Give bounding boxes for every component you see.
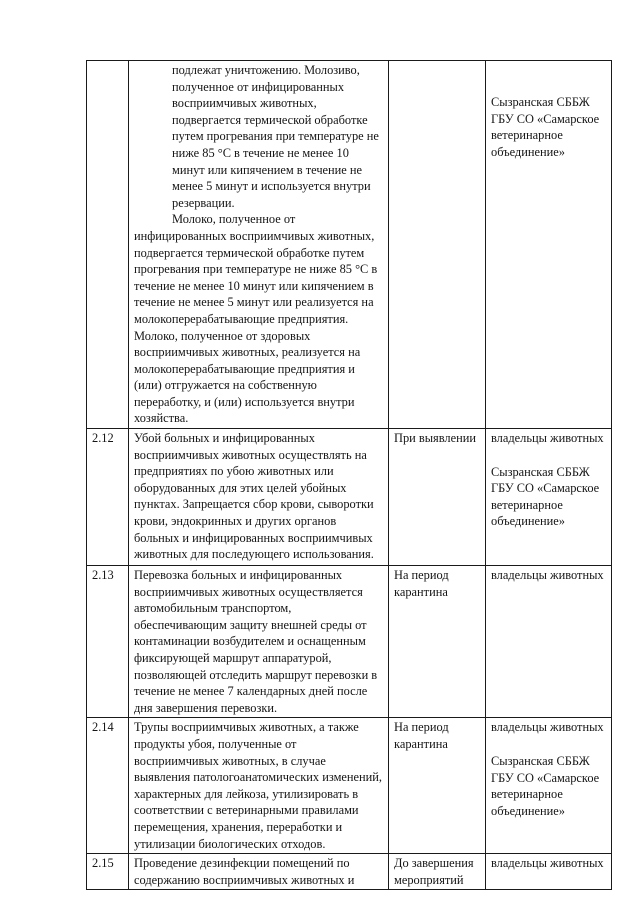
responsible-parties [486, 718, 612, 854]
description-paragraph: Перевозка больных и инфицированных восприимчивых животных осуществляется автомобильным транспортом, обеспечивающим защиту внешней среды от контаминации возбудителем и оснащенным фиксирующей маршрут аппаратурой, позволяющей отследить маршрут перевозки в течение не менее 7 календарных дней после дня завершения перевозки. [134, 568, 378, 715]
responsible-station: Сызранская СББЖ ГБУ СО «Самарское ветеринарное объединение» [491, 754, 600, 818]
item-number [87, 61, 129, 429]
measure-term [389, 61, 486, 429]
measure-term: На период карантина [389, 718, 486, 854]
measure-description [129, 718, 389, 854]
item-number: 2.15 [87, 854, 129, 890]
responsible-parties [486, 854, 612, 890]
measure-description [129, 854, 389, 890]
measures-table [86, 60, 612, 890]
description-paragraph: Убой больных и инфицированных восприимчивых животных осуществлять на предприятиях по убою животных или оборудованных для этих целей убойных пунктах. Запрещается сбор крови, сыворотки крови, эндокринных и других органов больных и инфицированных восприимчивых животных для последующего использования. [134, 431, 374, 562]
table-row [87, 429, 612, 566]
table-row [87, 854, 612, 890]
responsible-owners: владельцы животных [491, 431, 604, 446]
item-number: 2.14 [87, 718, 129, 854]
responsible-owners: владельцы животных [491, 568, 604, 583]
responsible-parties [486, 429, 612, 566]
table-row [87, 61, 612, 429]
responsible-station: Сызранская СББЖ ГБУ СО «Самарское ветеринарное объединение» [491, 464, 600, 529]
description-paragraph: Проведение дезинфекции помещений по содержанию восприимчивых животных и [134, 856, 355, 887]
item-number: 2.12 [87, 429, 129, 566]
description-paragraph: подлежат уничтожению. Молозиво, полученное от инфицированных восприимчивых животных, подвергается термической обработке путем прогревания при температуре не ниже 85 °С в течение не менее 10 минут или кипячением в течение не менее 5 минут и используется внутри резервации. [172, 63, 379, 210]
measure-description [129, 429, 389, 566]
measure-description [129, 61, 389, 429]
responsible-station: Сызранская СББЖ ГБУ СО «Самарское ветеринарное объединение» [491, 95, 600, 159]
responsible-parties [486, 61, 612, 429]
measure-description [129, 566, 389, 718]
measure-term: При выявлении [389, 429, 486, 566]
responsible-parties [486, 566, 612, 718]
measure-term: На период карантина [389, 566, 486, 718]
table-row [87, 718, 612, 854]
measure-term: До завершения мероприятий [389, 854, 486, 890]
description-paragraph: Трупы восприимчивых животных, а также продукты убоя, полученные от восприимчивых животных, в случае выявления патологоанатомических изменений, характерных для лейкоза, утилизировать в соответствии с ветеринарными правилами перемещения, хранения, переработки и утилизации биологических отходов. [134, 720, 383, 851]
responsible-owners: владельцы животных [491, 856, 604, 871]
item-number: 2.13 [87, 566, 129, 718]
table-row [87, 566, 612, 718]
responsible-owners: владельцы животных [491, 720, 604, 735]
description-paragraph: Молоко, полученное от инфицированных восприимчивых животных, подвергается термической обработке путем прогревания при температуре не ниже 85 °С в течение не менее 10 минут или кипячением в течение не менее 5 минут или реализуется на молокоперерабатывающие предприятия. Молоко, полученное от здоровых восприимчивых животных, реализуется на молокоперерабатывающие предприятия и (или) отгружается на собственную переработку, и (или) используется внутри хозяйства. [134, 212, 378, 426]
